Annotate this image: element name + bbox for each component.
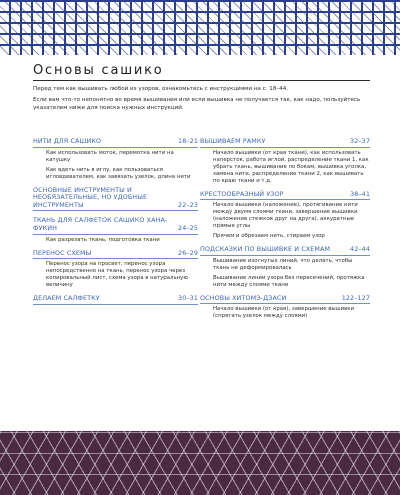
toc-heading-title: ТКАНЬ ДЛЯ САЛФЕТОК САШИКО ХАНА-ФУКИН — [33, 216, 168, 232]
toc-description — [213, 306, 370, 320]
toc-entry-threads[interactable] — [33, 138, 198, 181]
toc-page-range: 22–23 — [178, 200, 198, 209]
toc-entry-napkin[interactable] — [33, 295, 198, 305]
toc-entry-tools[interactable] — [33, 187, 198, 212]
toc-heading — [33, 217, 198, 232]
toc-description — [46, 261, 198, 289]
toc-entry-tips[interactable] — [200, 246, 370, 289]
toc-heading — [200, 191, 370, 199]
toc-rule — [33, 304, 198, 305]
toc-page-range: 32–37 — [350, 137, 370, 145]
toc-description-line: Начало вышивки (наложение), протягивание нити между двумя слоями ткани, завершение вышивки (наложение стежков друг на друга), аккуратные прямые углы — [213, 202, 358, 230]
toc-rule — [33, 210, 198, 211]
toc-rule — [200, 199, 370, 200]
toc-heading — [200, 138, 370, 146]
toc-entry-cross-pattern[interactable] — [200, 191, 370, 241]
toc-description-line: Как вдеть нить в иглу, как пользоваться игловдевателем, как завязать узелок, длина нити — [46, 166, 191, 180]
toc-description — [46, 237, 198, 244]
toc-description-line: Вышивание изогнутых линий, что делать, чтобы ткань не деформировалась — [213, 257, 353, 271]
toc-heading-title: ПЕРЕНОС СХЕМЫ — [33, 248, 92, 257]
toc-description — [213, 150, 370, 185]
toc-entry-frame[interactable] — [200, 138, 370, 185]
toc-description-line: Как разрезать ткань, подготовка ткани — [46, 236, 160, 243]
toc-rule — [200, 303, 370, 304]
toc-description-line: Перенос узора на просвет, перенос узора непосредственно на ткань, перенос узора через копировальный лист, схема узора в натуральную величину — [46, 261, 188, 289]
toc-page-range: 122–127 — [341, 293, 370, 302]
toc-heading — [200, 295, 370, 303]
toc-rule — [200, 147, 370, 148]
intro-text — [33, 86, 368, 116]
toc-heading — [33, 138, 198, 146]
toc-heading-title: ОСНОВЫ ХИТОМЭ-ДЗАСИ — [200, 293, 287, 302]
top-sashiko-pattern — [0, 0, 400, 55]
bottom-sashiko-pattern — [0, 431, 400, 495]
toc-heading — [33, 295, 198, 303]
toc-right-column — [200, 138, 370, 326]
toc-description — [46, 150, 198, 181]
toc-heading — [33, 250, 198, 258]
toc-page-range: 26–29 — [178, 248, 198, 257]
toc-description-line: Прячем и обрезаем нить, стираем узор — [213, 233, 325, 240]
toc-description-line: Вышивание линии узора без пересечений, протяжка нити между слоями ткани — [213, 274, 365, 288]
toc-rule — [33, 147, 198, 148]
page-title: Основы сашико — [33, 63, 164, 78]
toc-description — [213, 258, 370, 289]
toc-description-line: Как использовать моток, перемотка нити на катушку — [46, 149, 174, 163]
toc-entry-fabric[interactable] — [33, 217, 198, 243]
toc-heading-title: КРЕСТООБРАЗНЫЙ УЗОР — [200, 189, 284, 198]
toc-description — [213, 202, 370, 240]
toc-page-range: 42–44 — [350, 245, 370, 254]
toc-heading-title: ДЕЛАЕМ САЛФЕТКУ — [33, 294, 100, 303]
toc-heading-title: ВЫШИВАЕМ РАМКУ — [200, 137, 266, 145]
toc-description-line: Начало вышивки (от края ткани), как использовать наперсток, работа иглой, распределение ткани 1, как убрать ткань, вышивание по бокам, вышивка уголка, замена нити, распределение ткани 2, как вышивать по краю ткани и т.д. — [213, 149, 369, 184]
toc-page-range: 30–31 — [178, 294, 198, 303]
toc-page-range: 18–21 — [178, 137, 198, 145]
toc-heading — [33, 187, 198, 210]
toc-description-line: Начало вышивки (от края), завершение вышивки (спрятать узелок между слоями) — [213, 306, 355, 320]
toc-page-range: 24–25 — [178, 223, 198, 232]
toc-rule — [200, 255, 370, 256]
toc-left-column — [33, 138, 198, 311]
toc-rule — [33, 258, 198, 259]
toc-entry-hitomezashi[interactable] — [200, 295, 370, 321]
intro-paragraph-2: Если вам что-то непонятно во время вышивания или если вышивка не получается так, как надо, пользуйтесь указателем ниже для поиска нужных инструкций. — [33, 97, 361, 111]
toc-entry-transfer[interactable] — [33, 250, 198, 290]
toc-page-range: 38–41 — [350, 189, 370, 198]
toc-rule — [33, 234, 198, 235]
toc-heading — [200, 246, 370, 254]
title-rule — [33, 80, 370, 81]
toc-heading-title: НИТИ ДЛЯ САШИКО — [33, 137, 102, 145]
intro-paragraph-1: Перед тем как вышивать любой из узоров, ознакомьтесь с инструкциями на с. 18–44. — [33, 86, 289, 92]
toc-heading-title: ПОДСКАЗКИ ПО ВЫШИВКЕ И СХЕМАМ — [200, 245, 331, 254]
toc-heading-title: ОСНОВНЫЕ ИНСТРУМЕНТЫ И НЕОБЯЗАТЕЛЬНЫЕ, НО УДОБНЫЕ ИНСТРУМЕНТЫ — [33, 185, 148, 209]
